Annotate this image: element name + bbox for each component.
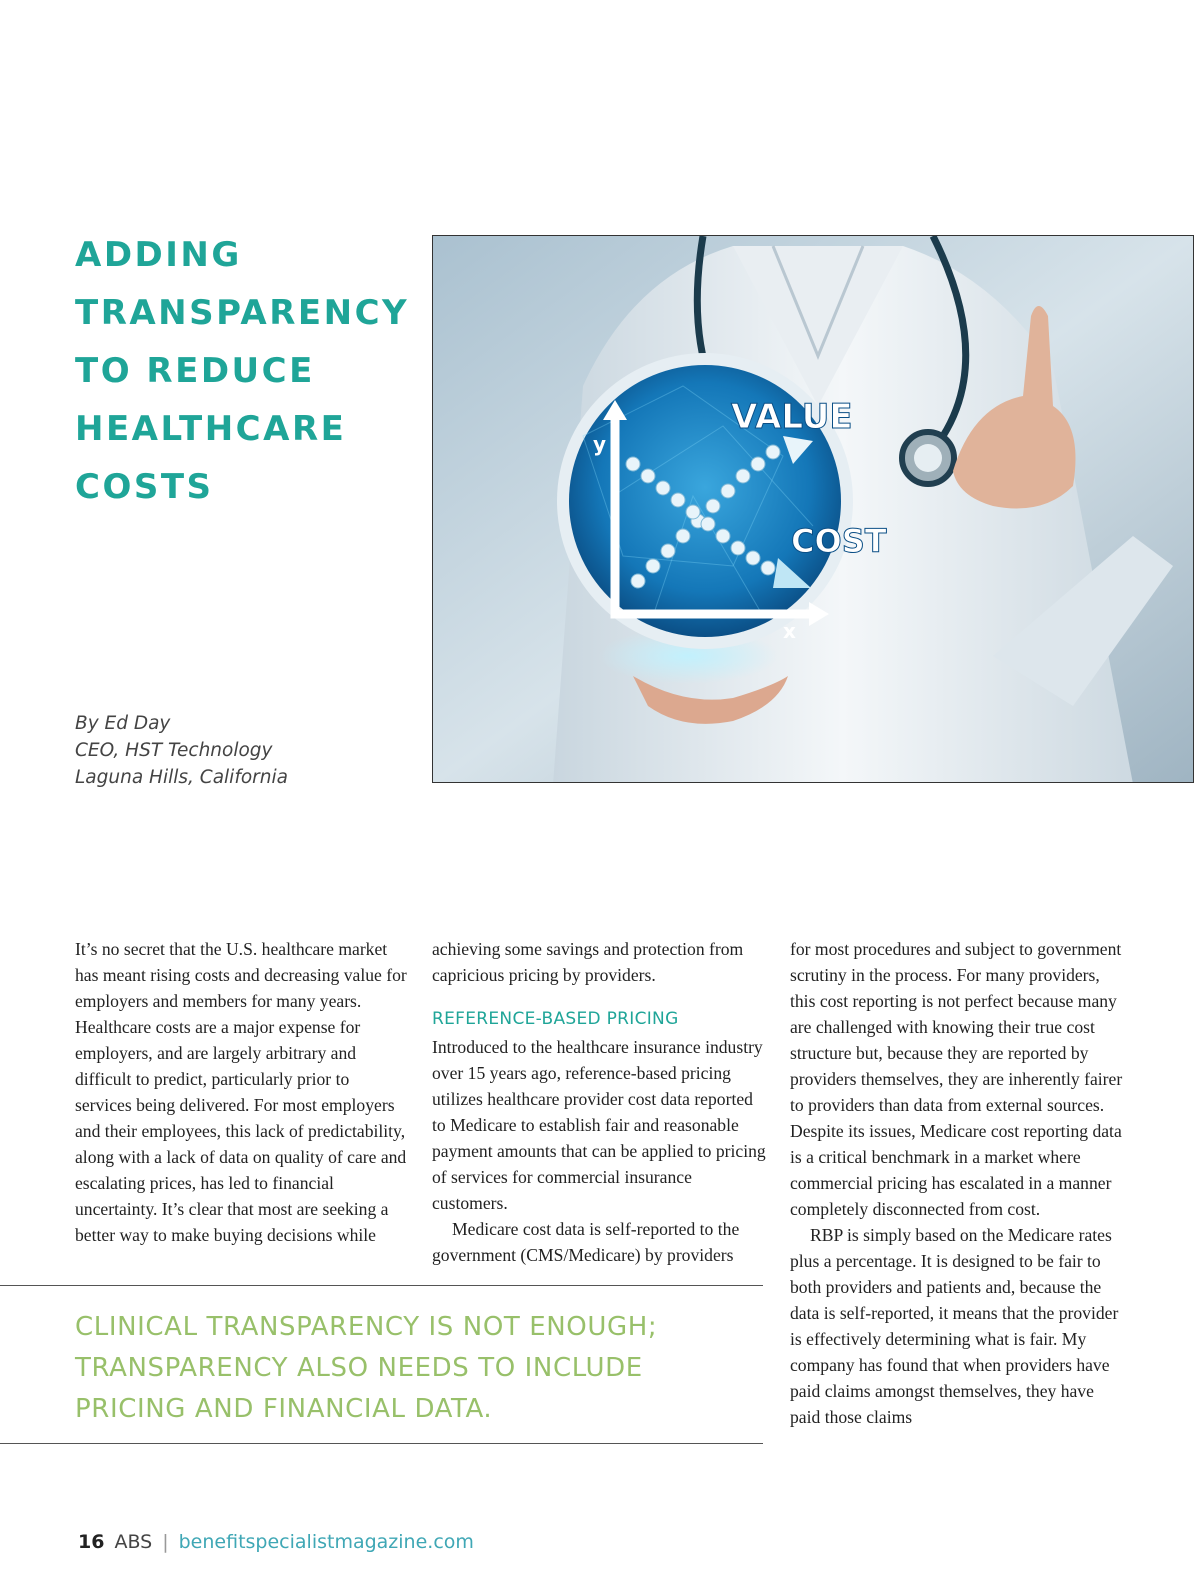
x-axis-label: x <box>783 619 796 643</box>
body-paragraph: for most procedures and subject to government scrutiny in the process. For many providers, this cost reporting is not perfect because many are challenged with knowing their true cost structure but, because they are reported by providers themselves, they are inherently fairer to providers than data from external sources. Despite its issues, Medicare cost reporting data is a critical benchmark in a market where commercial pricing has escalated in a manner completely disconnected from cost. <box>790 939 1123 1219</box>
article-title <box>75 226 415 516</box>
pull-quote <box>0 1285 763 1444</box>
body-paragraph: It’s no secret that the U.S. healthcare market has meant rising costs and decreasing value for employers and members for many years. Healthcare costs are a major expense for employers, and are largely arbitrary and difficult to predict, particularly prior to services being delivered. For most employers and their employees, this lack of predictability, along with a lack of data on quality of care and escalating prices, has led to financial uncertainty. It’s clear that most are seeking a better way to make buying decisions while <box>75 939 407 1245</box>
doctor-value-cost-illustration <box>433 236 1194 783</box>
title-line: TO REDUCE <box>75 351 315 391</box>
byline-location: Laguna Hills, California <box>75 767 288 788</box>
website-link[interactable]: benefitspecialistmagazine.com <box>178 1531 474 1553</box>
body-column-3 <box>790 936 1125 1430</box>
body-column-2 <box>432 936 768 1268</box>
byline-role: CEO, HST Technology <box>75 740 273 761</box>
title-line: HEALTHCARE <box>75 409 347 449</box>
body-paragraph: Introduced to the healthcare insurance industry over 15 years ago, reference-based pricing utilizes healthcare provider cost data reported to Medicare to establish fair and reasonable payment amounts that can be applied to pricing of services for commercial insurance customers. <box>432 1037 766 1213</box>
y-axis-label: y <box>593 432 607 456</box>
body-paragraph: RBP is simply based on the Medicare rates plus a percentage. It is designed to be fair to both providers and patients and, because the data is self-reported, it means that the provider is effectively determining what is fair. My company has found that when providers have paid claims amongst themselves, they have paid those claims <box>790 1225 1119 1427</box>
title-line: TRANSPARENCY <box>75 293 410 333</box>
pull-quote-text: CLINICAL TRANSPARENCY IS NOT ENOUGH; TRANSPARENCY ALSO NEEDS TO INCLUDE PRICING AND FINANCIAL DATA. <box>75 1312 658 1424</box>
title-line: COSTS <box>75 467 214 507</box>
hero-image <box>432 235 1194 783</box>
footer-separator: | <box>162 1531 169 1553</box>
page-footer <box>78 1531 474 1553</box>
title-line: ADDING <box>75 235 242 275</box>
byline-author: By Ed Day <box>75 713 171 734</box>
page-number: 16 <box>78 1531 105 1553</box>
byline <box>75 710 288 791</box>
publication-name: ABS <box>114 1531 153 1553</box>
body-column-1 <box>75 936 410 1248</box>
section-subhead: REFERENCE-BASED PRICING <box>432 1009 679 1029</box>
cost-label: COST <box>791 522 887 560</box>
body-paragraph: Medicare cost data is self-reported to the government (CMS/Medicare) by providers <box>432 1219 740 1265</box>
body-paragraph: achieving some savings and protection from capricious pricing by providers. <box>432 939 744 985</box>
value-label: VALUE <box>731 397 853 437</box>
